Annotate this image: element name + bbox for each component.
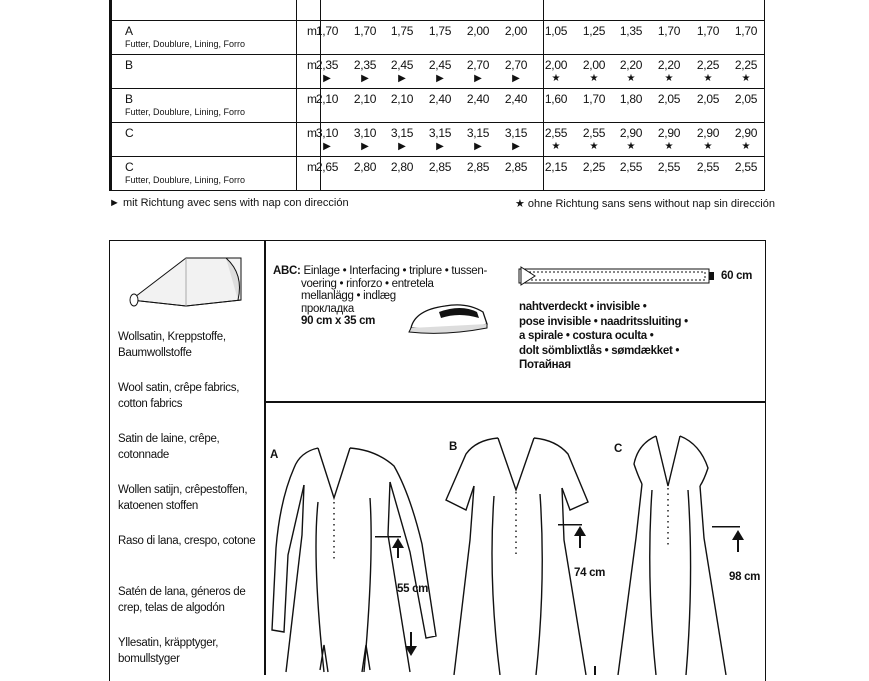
table-cell: 2,70 <box>504 58 528 72</box>
table-cell: 1,70 <box>315 24 339 38</box>
table-cell: 2,05 <box>657 92 681 106</box>
zipper-line-4: dolt sömblixtlås • sømdækket • <box>519 344 680 357</box>
table-cell: 2,80 <box>390 160 414 174</box>
view-b-length: 74 cm <box>574 567 606 579</box>
table-cell: 2,00 <box>582 58 606 72</box>
table-cell: 2,85 <box>466 160 490 174</box>
fabric-roll-icon <box>126 254 246 314</box>
table-cell: 2,55 <box>619 160 643 174</box>
row-unit: m <box>307 24 317 38</box>
table-cell: 1,70 <box>696 24 720 38</box>
row-unit: m <box>307 92 317 106</box>
table-cell: 3,15 <box>428 126 452 140</box>
zipper-line-2: pose invisible • naadritssluiting • <box>519 315 688 328</box>
table-cell: 1,05 <box>544 24 568 38</box>
nap-symbol: ★ <box>741 73 751 84</box>
table-cell: 2,10 <box>353 92 377 106</box>
table-cell: 1,70 <box>734 24 758 38</box>
table-cell: 2,90 <box>619 126 643 140</box>
nap-symbol: ★ <box>703 141 713 152</box>
table-cell: 3,10 <box>315 126 339 140</box>
table-cell: 2,85 <box>428 160 452 174</box>
view-c-label: C <box>614 443 623 455</box>
table-cell: 2,55 <box>544 126 568 140</box>
table-cell: 1,70 <box>582 92 606 106</box>
interfacing-size: 90 cm x 35 cm <box>301 315 376 327</box>
nap-symbol: ▶ <box>436 141 444 152</box>
table-cell: 1,25 <box>582 24 606 38</box>
table-cell: 2,55 <box>657 160 681 174</box>
view-a-length: 55 cm <box>397 583 429 595</box>
table-cell: 2,80 <box>353 160 377 174</box>
table-cell: 1,75 <box>390 24 414 38</box>
table-cell: 2,05 <box>696 92 720 106</box>
table-cell: 3,10 <box>353 126 377 140</box>
table-cell: 2,90 <box>696 126 720 140</box>
table-cell: 2,10 <box>390 92 414 106</box>
interfacing-line-1: Einlage • Interfacing • triplure • tussen- <box>303 265 488 277</box>
table-cell: 1,35 <box>619 24 643 38</box>
fabric-suggestion: Wollen satijn, crêpestoffen, katoenen stoffen <box>118 484 248 512</box>
table-cell: 2,40 <box>504 92 528 106</box>
table-cell: 3,15 <box>466 126 490 140</box>
fabric-suggestion: Satin de laine, crêpe, cotonnade <box>118 433 220 461</box>
fabric-suggestion: Wool satin, crêpe fabrics, cotton fabrics <box>118 382 240 410</box>
fabric-suggestion: Satén de lana, géneros de crep, telas de algodón <box>118 586 246 614</box>
row-sublabel: Futter, Doublure, Lining, Forro <box>125 107 246 117</box>
yardage-table <box>109 0 765 191</box>
iron-icon <box>405 298 495 338</box>
table-cell: 2,35 <box>315 58 339 72</box>
table-cell: 2,90 <box>734 126 758 140</box>
table-cell: 2,40 <box>466 92 490 106</box>
dress-c-drawing <box>608 428 768 675</box>
table-cell: 2,45 <box>390 58 414 72</box>
nap-symbol: ▶ <box>474 73 482 84</box>
table-cell: 2,25 <box>734 58 758 72</box>
zipper-text <box>519 300 688 373</box>
nap-symbol: ▶ <box>398 141 406 152</box>
nap-symbol: ▶ <box>361 141 369 152</box>
nap-symbol: ▶ <box>398 73 406 84</box>
table-cell: 1,70 <box>353 24 377 38</box>
nap-symbol: ★ <box>664 73 674 84</box>
row-sublabel: Futter, Doublure, Lining, Forro <box>125 39 246 49</box>
nap-symbol: ▶ <box>436 73 444 84</box>
table-cell: 2,55 <box>582 126 606 140</box>
nap-symbol: ★ <box>664 141 674 152</box>
nap-symbol: ★ <box>589 73 599 84</box>
table-cell: 1,60 <box>544 92 568 106</box>
row-unit: m <box>307 160 317 174</box>
table-cell: 2,15 <box>544 160 568 174</box>
nap-symbol: ▶ <box>512 141 520 152</box>
dress-b-drawing <box>440 430 610 675</box>
table-cell: 2,85 <box>504 160 528 174</box>
table-cell: 2,05 <box>734 92 758 106</box>
dress-a-drawing <box>266 440 446 675</box>
nap-symbol: ▶ <box>323 141 331 152</box>
table-cell: 2,20 <box>619 58 643 72</box>
table-cell: 2,25 <box>582 160 606 174</box>
nap-symbol: ★ <box>626 141 636 152</box>
nap-symbol: ★ <box>589 141 599 152</box>
table-cell: 2,00 <box>466 24 490 38</box>
table-cell: 2,00 <box>544 58 568 72</box>
view-a-label: A <box>270 449 279 461</box>
table-cell: 2,70 <box>466 58 490 72</box>
zipper-line-3: a spirale • costura oculta • <box>519 330 654 342</box>
table-cell: 2,55 <box>696 160 720 174</box>
nap-symbol: ▶ <box>361 73 369 84</box>
row-unit: m <box>307 58 317 72</box>
nap-symbol: ▶ <box>512 73 520 84</box>
fabric-suggestion: Wollsatin, Kreppstoffe, Baumwollstoffe <box>118 331 226 359</box>
table-cell: 2,20 <box>657 58 681 72</box>
table-cell: 1,80 <box>619 92 643 106</box>
nap-symbol: ▶ <box>323 73 331 84</box>
view-c-length: 98 cm <box>729 571 761 583</box>
zipper-line-5: Потайная <box>519 359 571 371</box>
legend-without-nap: ★ ohne Richtung sans sens without nap sin dirección <box>515 198 775 210</box>
table-cell: 2,00 <box>504 24 528 38</box>
row-label: C <box>125 160 134 174</box>
table-cell: 1,75 <box>428 24 452 38</box>
zipper-line-1: nahtverdeckt • invisible • <box>519 301 647 313</box>
table-cell: 2,35 <box>353 58 377 72</box>
row-label: C <box>125 126 134 140</box>
interfacing-line-4: прокладка <box>301 302 354 315</box>
interfacing-line-3: mellanlägg • indlæg <box>301 290 396 302</box>
nap-symbol: ★ <box>551 73 561 84</box>
row-unit: m <box>307 126 317 140</box>
row-label: B <box>125 92 134 106</box>
fabric-suggestion: Yllesatin, kräpptyger, bomullstyger <box>118 637 219 665</box>
table-cell: 3,15 <box>390 126 414 140</box>
table-cell: 3,15 <box>504 126 528 140</box>
table-cell: 2,25 <box>696 58 720 72</box>
table-cell: 1,70 <box>657 24 681 38</box>
zipper-length: 60 cm <box>721 270 753 282</box>
row-label: A <box>125 24 134 38</box>
nap-symbol: ★ <box>551 141 561 152</box>
table-cell: 2,55 <box>734 160 758 174</box>
nap-symbol: ★ <box>703 73 713 84</box>
zipper-icon <box>517 263 717 289</box>
fabric-suggestion: Raso di lana, crespo, cotone <box>118 535 256 547</box>
interfacing-line-2: voering • rinforzo • entretela <box>301 277 434 290</box>
nap-symbol: ★ <box>626 73 636 84</box>
nap-symbol: ▶ <box>474 141 482 152</box>
legend-with-nap: ► mit Richtung avec sens with nap con dirección <box>109 197 349 209</box>
view-b-label: B <box>449 441 458 453</box>
abc-label: ABC: <box>273 265 301 277</box>
row-sublabel: Futter, Doublure, Lining, Forro <box>125 175 246 185</box>
table-cell: 2,90 <box>657 126 681 140</box>
table-cell: 2,40 <box>428 92 452 106</box>
row-label: B <box>125 58 134 72</box>
table-cell: 2,65 <box>315 160 339 174</box>
table-cell: 2,10 <box>315 92 339 106</box>
table-cell: 2,45 <box>428 58 452 72</box>
nap-symbol: ★ <box>741 141 751 152</box>
